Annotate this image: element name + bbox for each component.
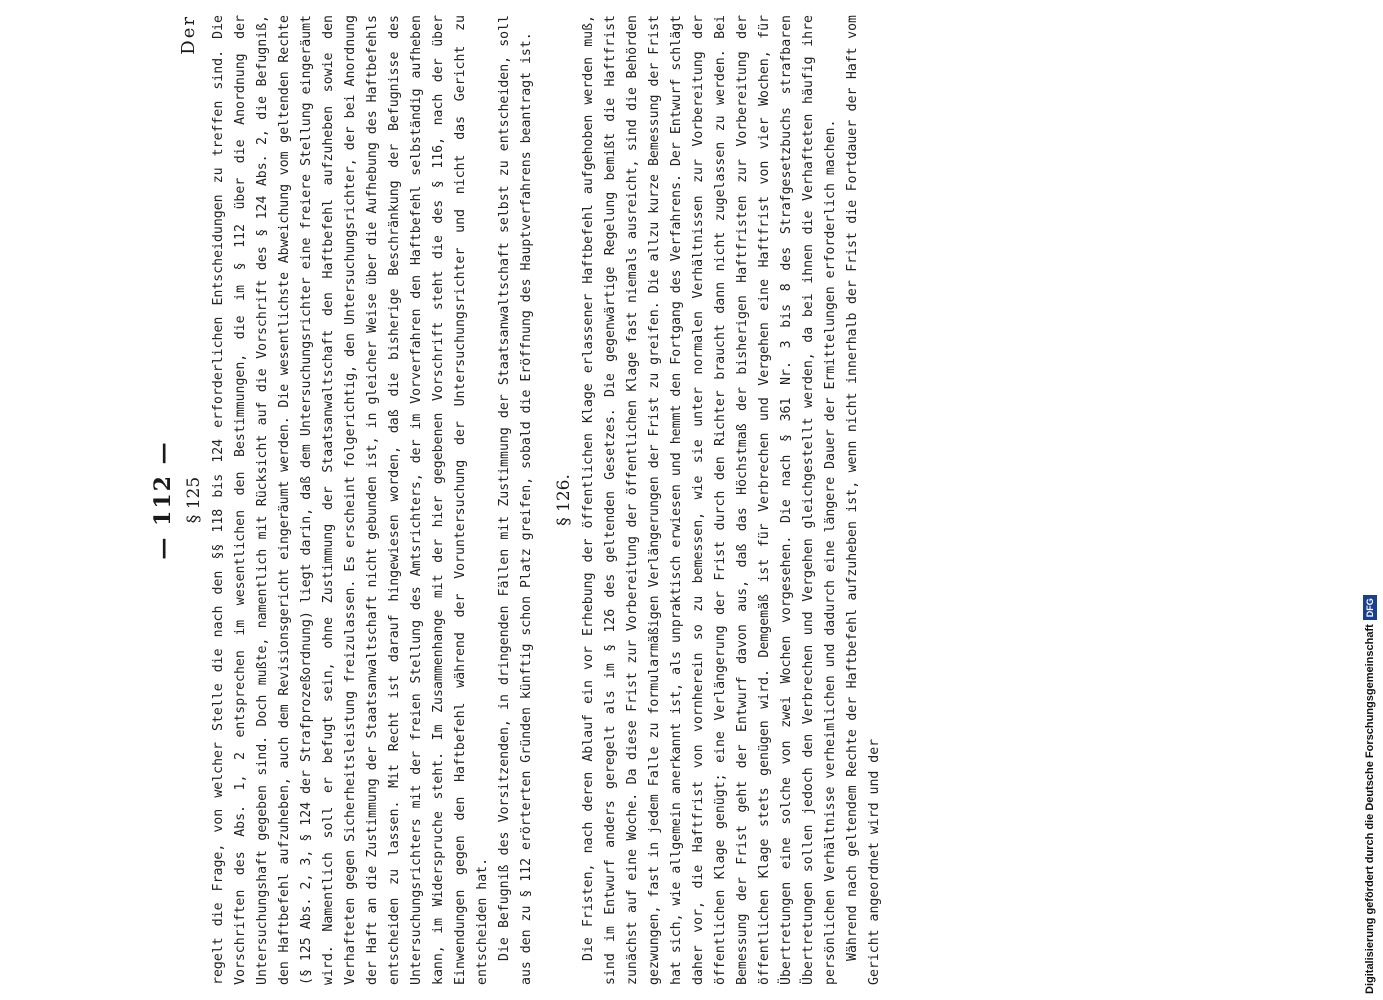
dfg-logo: DFG	[1363, 595, 1377, 620]
paragraph: Während nach geltendem Rechte der Haftbefehl aufzuheben ist, wenn nicht innerhalb der Frist die Fortdauer der Haft vom Gericht angeordnet wird und der	[845, 15, 882, 985]
digitization-credit-text: Digitalisierung gefördert durch die Deutsche Forschungsgemeinschaft	[1364, 624, 1376, 994]
paragraph: regelt die Frage, von welcher Stelle die nach den §§ 118 bis 124 erforderlichen Entscheidungen zu treffen sind. Die Vorschriften des Abs. 1, 2 entsprechen im wesentlichen den Bestimmungen, die im § 112 über die Anordnung der Untersuchungshaft gegeben sind. Doch mußte, namentlich mit Rücksicht auf die Vorschrift des § 124 Abs. 2, die Befugniß, den Haftbefehl aufzuheben, auch dem Revisionsgericht eingeräumt werden. Die wesentlichste Abweichung vom geltenden Rechte (§ 125 Abs. 2, 3, § 124 der Strafprozeßordnung) liegt darin, daß dem Untersuchungsrichter eine freiere Stellung eingeräumt wird. Namentlich soll er befugt sein, ohne Zustimmung der Staatsanwaltschaft den Haftbefehl aufzuheben sowie den Verhafteten gegen Sicherheitsleistung freizulassen. Es erscheint folgerichtig, den Untersuchungsrichter, der bei Anordnung der Haft an die Zustimmung der Staatsanwaltschaft nicht gebunden ist, in gleicher Weise über die Aufhebung des Haftbefehls entscheiden zu lassen. Mit Recht ist darauf hingewiesen worden, daß die bisherige Beschränkung der Befugnisse des Untersuchungsrichters mit der freien Stellung des Amtsrichters, der im Vorverfahren den Haftbefehl selbständig aufheben kann, im Widerspruche steht. Im Zusammenhange mit der hier gegebenen Vorschrift steht die des § 116, nach der über Einwendungen gegen den Haftbefehl während der Voruntersuchung der Untersuchungsrichter und nicht das Gericht zu entscheiden hat.	[211, 15, 490, 985]
rotated-page	[150, 15, 882, 985]
paragraph: Die Befugniß des Vorsitzenden, in dringenden Fällen mit Zustimmung der Staatsanwaltschaft selbst zu entscheiden, soll aus den zu § 112 erörterten Gründen künftig schon Platz greifen, sobald die Eröffnung des Hauptverfahrens beantragt ist.	[497, 15, 534, 985]
page-number: — 112 —	[150, 440, 176, 560]
digitization-credit	[1363, 595, 1377, 994]
section-title-125: § 125	[184, 476, 204, 524]
catchword: Der	[178, 15, 199, 55]
section-title-126: § 126.	[554, 474, 574, 526]
paragraph: Die Fristen, nach deren Ablauf ein vor Erhebung der öffentlichen Klage erlassener Haftbefehl aufgehoben werden muß, sind im Entwurf anders geregelt als im § 126 des geltenden Gesetzes. Die gegenwärtige Regelung bemißt die Haftfrist zunächst auf eine Woche. Da diese Frist zur Vorbereitung der öffentlichen Klage fast niemals ausreicht, sind die Behörden gezwungen, fast in jedem Falle zu formularmäßigen Verlängerungen der Frist zu greifen. Die allzu kurze Bemessung der Frist hat sich, wie allgemein anerkannt ist, als unpraktisch erwiesen und hemmt den Fortgang des Verfahrens. Der Entwurf schlägt daher vor, die Haftfrist von vornherein so zu bemessen, wie sie unter normalen Verhältnissen zur Vorbereitung der öffentlichen Klage genügt; eine Verlängerung der Frist durch den Richter braucht dann nicht zugelassen zu werden. Bei Bemessung der Frist geht der Entwurf davon aus, daß das Höchstmaß der bisherigen Haftfristen zur Vorbereitung der öffentlichen Klage stets genügen wird. Demgemäß ist für Verbrechen und Vergehen eine Haftfrist von vier Wochen, für Übertretungen eine solche von zwei Wochen vorgesehen. Die nach § 361 Nr. 3 bis 8 des Strafgesetzbuchs strafbaren Übertretungen sollen jedoch den Verbrechen und Vergehen gleichgestellt werden, da bei ihnen die Verhafteten häufig ihre persönlichen Verhältnisse verheimlichen und dadurch eine längere Dauer der Ermittelungen erforderlich machen.	[581, 15, 838, 985]
